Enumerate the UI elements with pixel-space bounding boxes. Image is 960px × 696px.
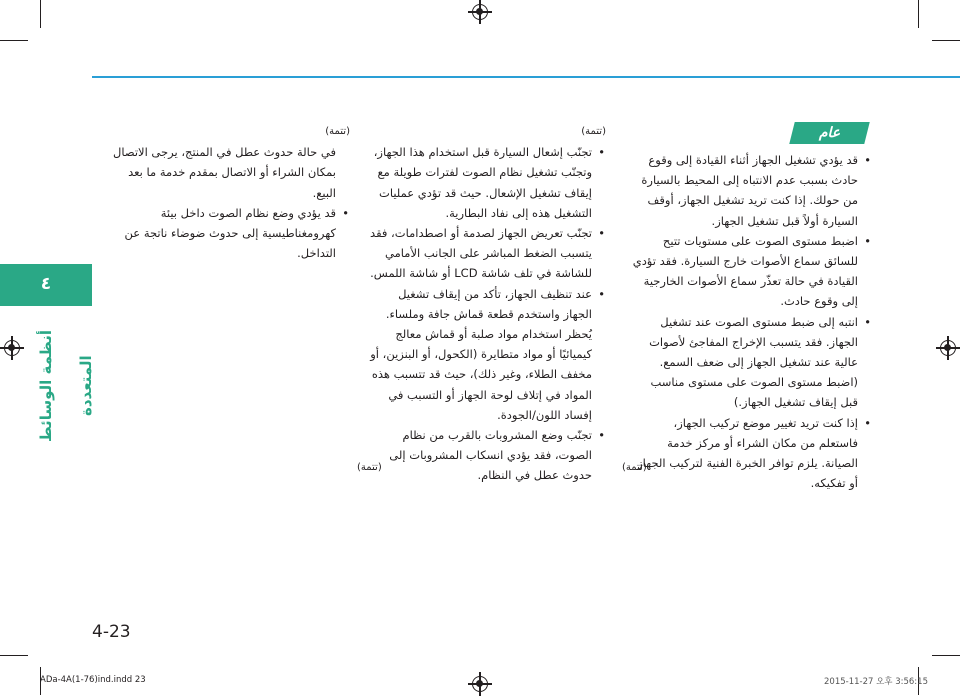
list-item: • عند تنظيف الجهاز، تأكد من إيقاف تشغيل الجهاز واستخدم قطعة قماش جافة وملساء. يُحظر استخدام مواد صلبة أو قماش معالج كيميائيًا أو مواد متطايرة (الكحول، أو البنزين، أو مخفف الطلاء، وغير ذلك)، حيث قد تتسبب هذه المواد في إتلاف لوحة الجهاز أو التسبب في إفساد اللون/الجودة. [366,284,606,425]
list-item: • إذا كنت تريد تغيير موضع تركيب الجهاز، فاستعلم من مكان الشراء أو مركز خدمة الصيانة. يلزم توافر الخبرة الفنية لتركيب الجهاز أو تفكيكه. [632,413,872,494]
list-item: • اضبط مستوى الصوت على مستويات تتيح للسائق سماع الأصوات خارج السيارة. فقد تؤدي القيادة في حالة تعذّر سماع الأصوات الخارجية إلى وقوع حادث. [632,231,872,312]
chapter-title: أنظمة الوسائط المتعددة [37,329,95,443]
crop-mark [0,655,28,656]
list-item: • انتبه إلى ضبط مستوى الصوت عند تشغيل الجهاز. فقد يتسبب الإخراج المفاجئ لأصوات عالية عند تشغيل الجهاز إلى ضعف السمع. (اضبط مستوى الصوت على مستوى مناسب قبل إيقاف تشغيل الجهاز.) [632,312,872,413]
left-column [110,122,350,263]
paragraph: في حالة حدوث عطل في المنتج، يرجى الاتصال بمكان الشراء أو الاتصال بمقدم خدمة ما بعد البيع. [112,145,336,200]
page-number: 4-23 [92,622,131,642]
list-item: • قد يؤدي تشغيل الجهاز أثناء القيادة إلى وقوع حادث بسبب عدم الانتباه إلى المحيط بالسيارة من حولك. إذا كنت تريد تشغيل الجهاز، أوقف السيارة أولاً قبل تشغيل الجهاز. [632,150,872,231]
crop-mark [918,0,919,28]
crop-mark [932,40,960,41]
header-rule [92,76,960,78]
registration-mark-icon [472,676,488,692]
registration-mark-icon [940,340,956,356]
list-item: • تجنّب إشعال السيارة قبل استخدام هذا الجهاز، وتجنّب تشغيل نظام الصوت لفترات طويلة مع إيقاف تشغيل الإشعال. حيث قد تؤدي عمليات التشغيل هذه إلى نفاد البطارية. [366,142,606,223]
footer-filename: ADa-4A(1-76)ind.indd 23 [40,675,146,685]
crop-mark [0,40,28,41]
chapter-number: ٤ [40,274,52,294]
list-item: • قد يؤدي وضع نظام الصوت داخل بيئة كهرومغناطيسية إلى حدوث ضوضاء ناتجة عن التداخل. [110,203,350,264]
continued-label: (تتمة) [357,462,382,473]
middle-column [366,122,606,486]
section-heading-label: عام [818,125,841,141]
continued-label: (تتمة) [581,126,606,137]
list-item: • تجنّب وضع المشروبات بالقرب من نظام الصوت، فقد يؤدي انسكاب المشروبات إلى حدوث عطل في النظام. [366,425,606,486]
footer-timestamp: 2015-11-27 오후 3:56:15 [824,677,928,687]
crop-mark [932,655,960,656]
section-heading [789,122,869,144]
registration-mark-icon [4,340,20,356]
continued-label: (تتمة) [325,126,350,137]
list-item: • تجنّب تعريض الجهاز لصدمة أو اصطدامات، فقد يتسبب الضغط المباشر على الجانب الأمامي للشاشة في تلف شاشة LCD أو شاشة اللمس. [366,223,606,284]
right-column [632,150,872,493]
crop-mark [40,0,41,28]
registration-mark-icon [472,4,488,20]
chapter-tab [0,264,92,306]
continued-label: (تتمة) [622,462,647,473]
